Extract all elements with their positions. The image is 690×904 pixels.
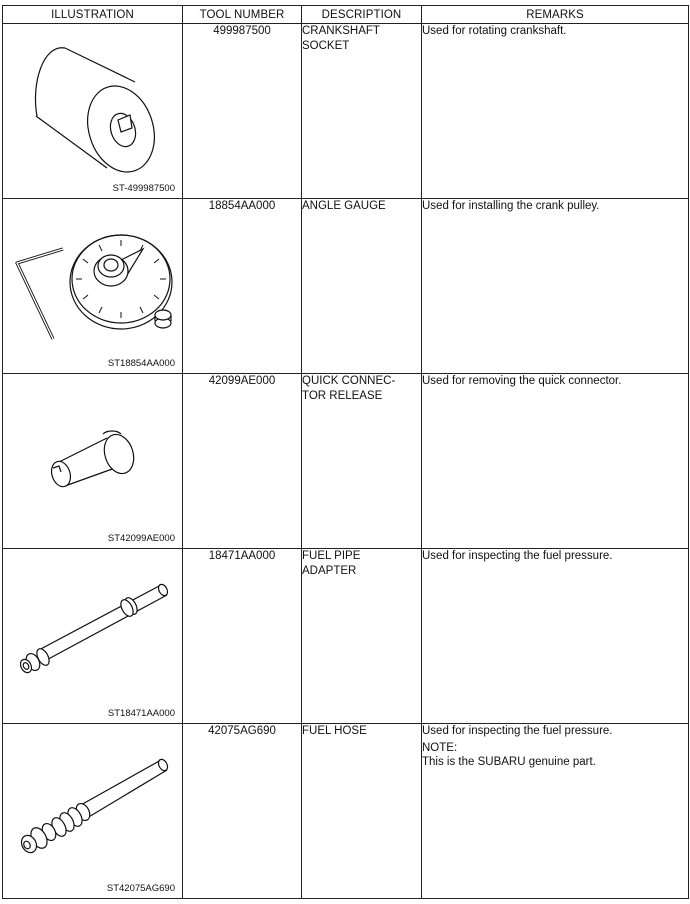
tool-number-cell: 499987500 [183, 24, 302, 199]
illustration-code: ST42099AE000 [107, 532, 175, 544]
tool-number-cell: 18471AA000 [183, 549, 302, 724]
tool-number-cell: 42099AE000 [183, 374, 302, 549]
header-tool-number: TOOL NUMBER [183, 6, 302, 24]
table-row [3, 374, 689, 549]
illustration-cell [3, 24, 183, 199]
remarks-cell: Used for removing the quick connector. [422, 374, 689, 549]
illustration-code: ST18471AA000 [107, 707, 175, 719]
illustration-code: ST42075AG690 [106, 882, 175, 894]
special-tools-table [2, 5, 689, 899]
header-illustration: ILLUSTRATION [3, 6, 183, 24]
tool-number-cell: 18854AA000 [183, 199, 302, 374]
table-row [3, 549, 689, 724]
remarks-text: Used for inspecting the fuel pressure. [422, 725, 613, 737]
description-cell: ANGLE GAUGE [302, 199, 422, 374]
table-row [3, 724, 689, 899]
illustration-code: ST-499987500 [112, 182, 175, 194]
remarks-cell [422, 724, 689, 899]
remarks-cell: Used for inspecting the fuel pressure. [422, 549, 689, 724]
header-description: DESCRIPTION [302, 6, 422, 24]
crankshaft-socket-icon [3, 24, 183, 198]
illustration-code: ST18854AA000 [107, 357, 175, 369]
table-row [3, 24, 689, 199]
fuel-hose-icon [3, 724, 183, 898]
quick-connector-release-icon [3, 374, 183, 548]
note-label: NOTE: [422, 741, 458, 754]
illustration-cell [3, 374, 183, 549]
description-cell: QUICK CONNEC- TOR RELEASE [302, 374, 422, 549]
angle-gauge-icon [3, 199, 183, 373]
table-row [3, 199, 689, 374]
description-cell: FUEL HOSE [302, 724, 422, 899]
illustration-cell [3, 199, 183, 374]
note-text: This is the SUBARU genuine part. [422, 756, 596, 768]
description-cell: CRANKSHAFT SOCKET [302, 24, 422, 199]
illustration-cell [3, 549, 183, 724]
header-remarks: REMARKS [422, 6, 689, 24]
remarks-cell: Used for installing the crank pulley. [422, 199, 689, 374]
header-row [3, 6, 689, 24]
remarks-cell: Used for rotating crankshaft. [422, 24, 689, 199]
description-cell: FUEL PIPE ADAPTER [302, 549, 422, 724]
illustration-cell [3, 724, 183, 899]
tool-number-cell: 42075AG690 [183, 724, 302, 899]
fuel-pipe-adapter-icon [3, 549, 183, 723]
